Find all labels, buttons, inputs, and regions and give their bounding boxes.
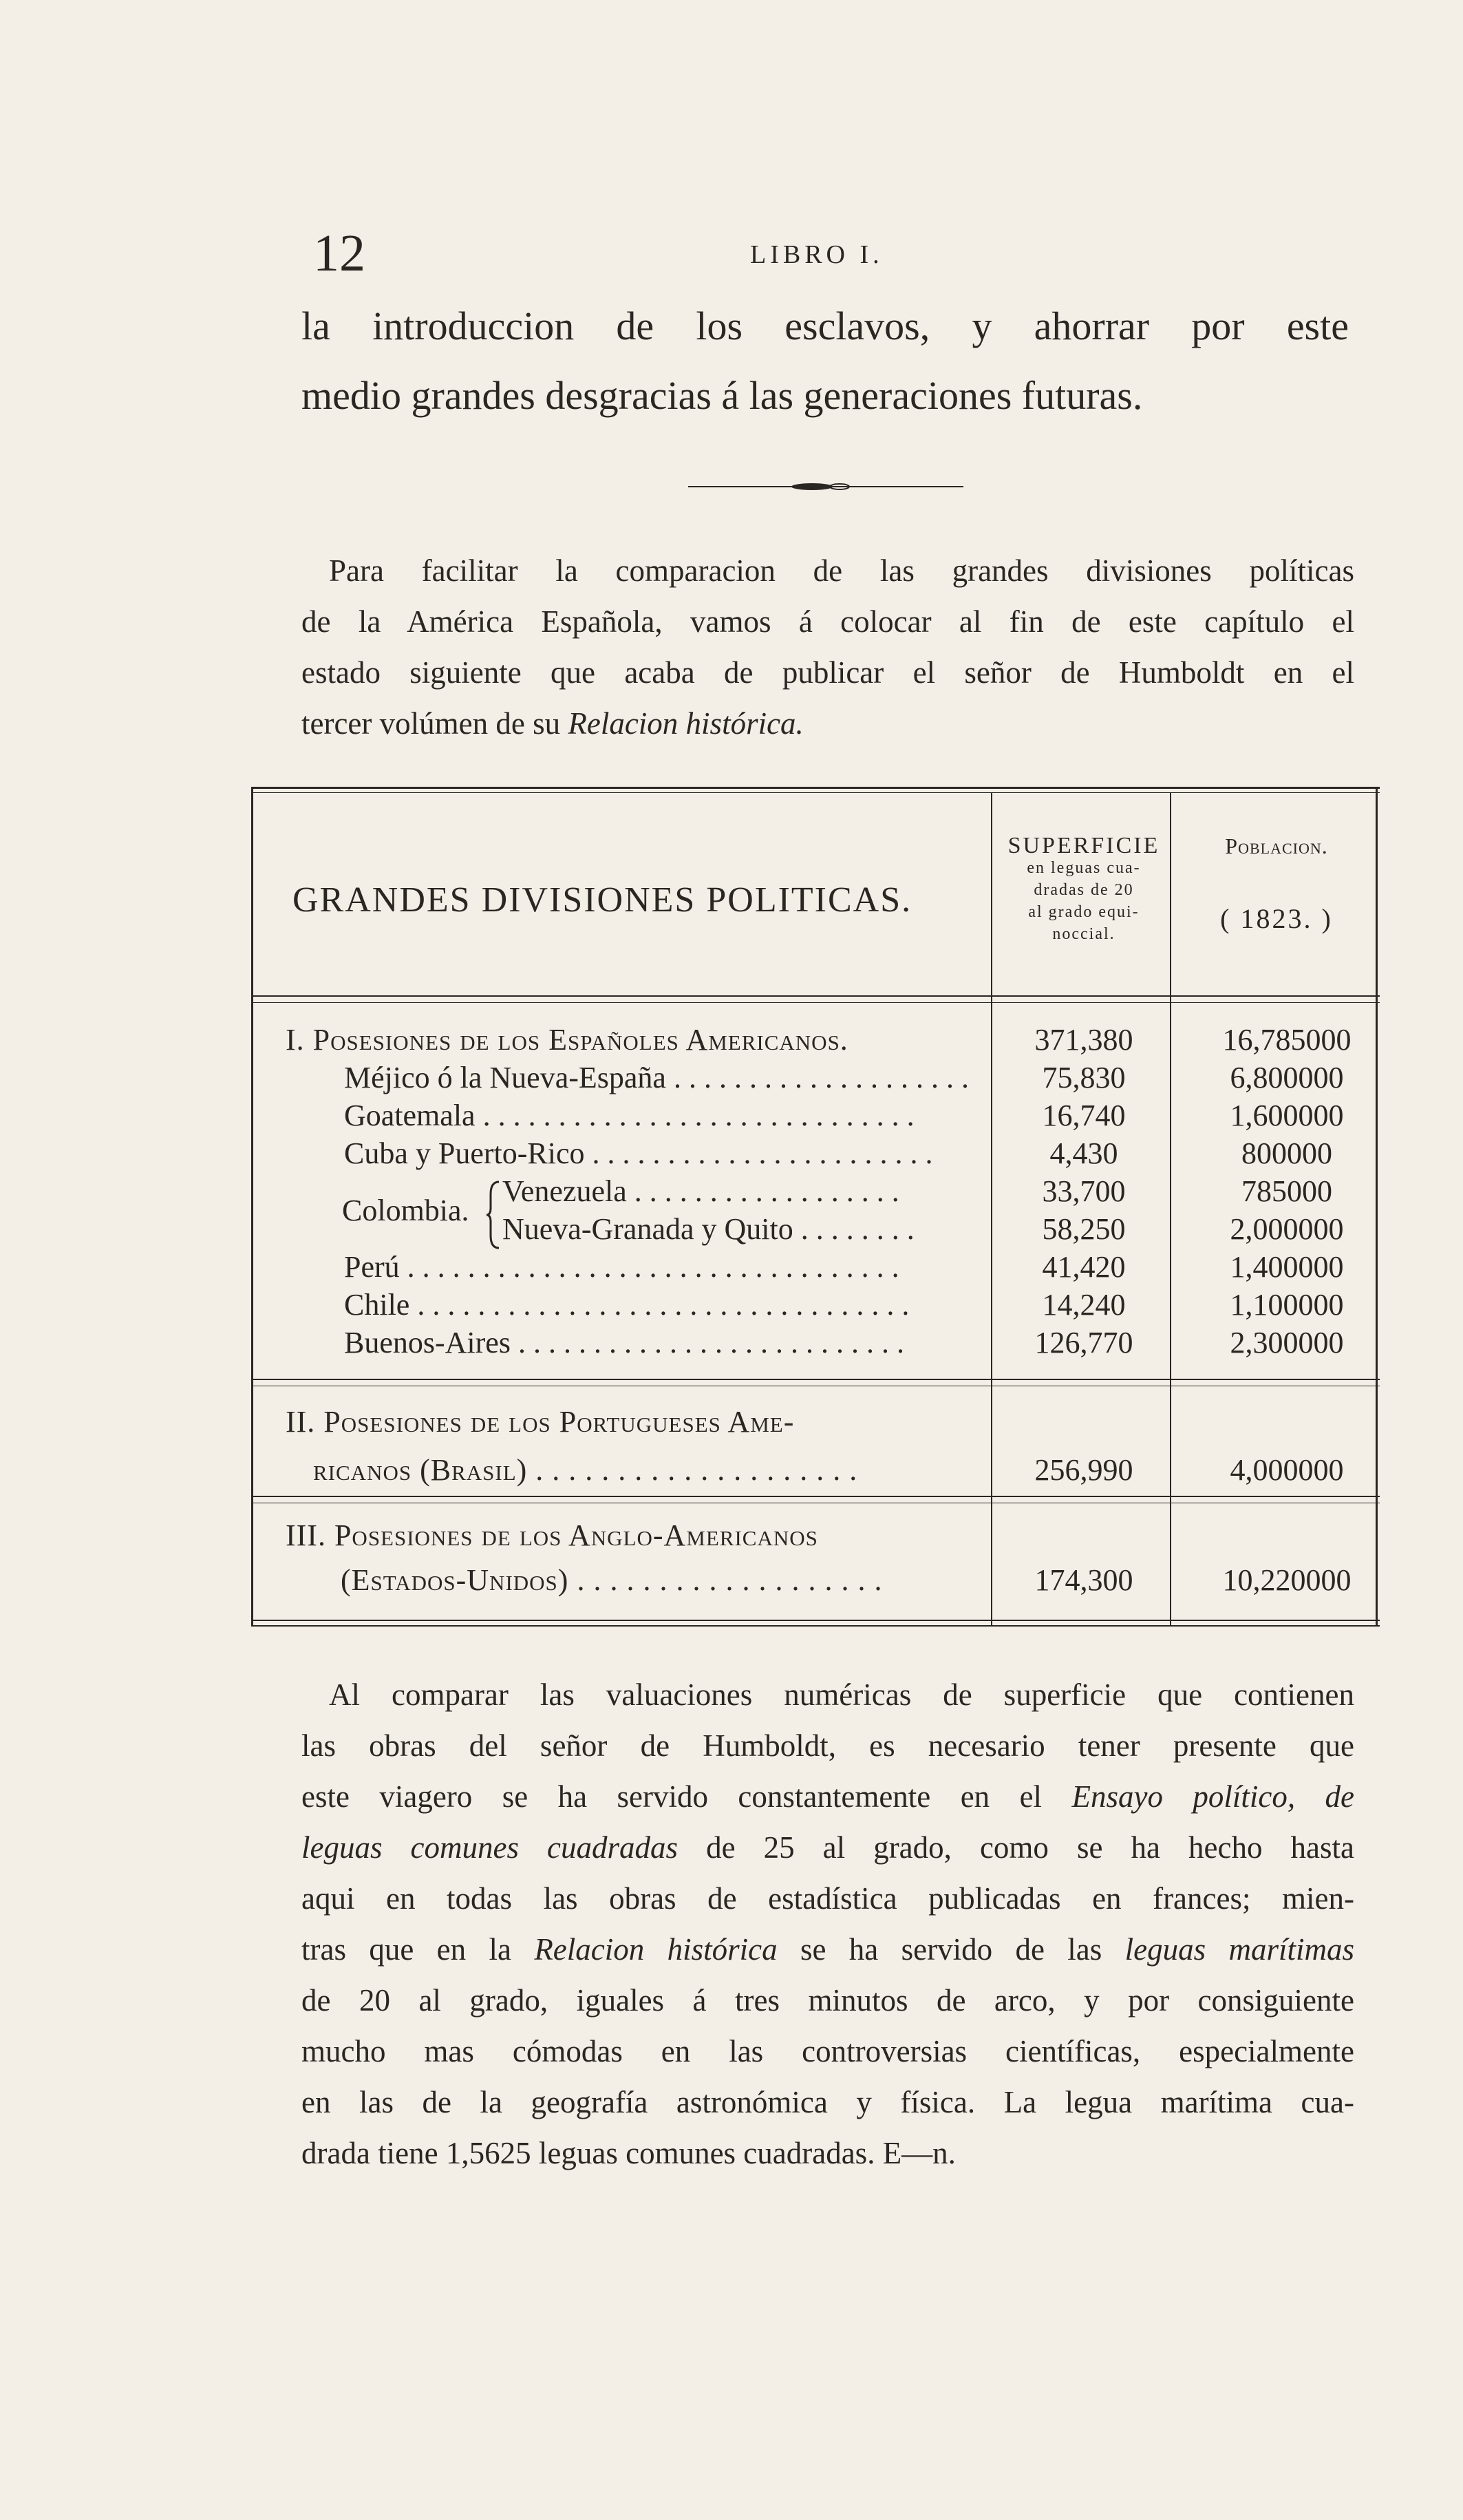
table-row: Nueva-Granada y Quito . . . . . . . . 58,250 2,000000: [502, 1212, 1344, 1246]
text-line: la introduccion de los esclavos, y ahorrar por este: [301, 304, 1349, 348]
table-row: Colombia. Venezuela . . . . . . . . . . . . . . . . . . 33,700 785000: [251, 1172, 1380, 1210]
table-row: Goatemala . . . . . . . . . . . . . . . . . . . . . . . . . . . . . 16,740 1,600000: [344, 1099, 1344, 1132]
text-line: Al comparar las valuaciones numéricas de superficie que contienen: [329, 1677, 1354, 1712]
text-line: este viagero se ha servido constantemente en el Ensayo político, de: [301, 1779, 1354, 1814]
table-row: Méjico ó la Nueva-España . . . . . . . . . . . . . . . . . . . . 75,830 6,800000: [344, 1061, 1344, 1094]
closing-paragraph: [301, 1669, 1354, 2179]
text-line: drada tiene 1,5625 leguas comunes cuadradas. E—n.: [301, 2136, 956, 2170]
table-row: I. Posesiones de los Españoles Americanos. 371,380 16,785000: [286, 1023, 1352, 1057]
text-line: aqui en todas las obras de estadística publicadas en frances; mien-: [301, 1881, 1354, 1916]
table-row: ricanos (Brasil) . . . . . . . . . . . . . . . . . . . . 256,990 4,000000: [313, 1453, 1344, 1487]
text-line: Para facilitar la comparacion de las grandes divisiones políticas: [329, 553, 1354, 588]
divisions-table: [251, 787, 1380, 1627]
intro-paragraph: [301, 545, 1354, 749]
italic-title: Relacion histórica.: [568, 706, 804, 741]
page-number: 12: [313, 224, 365, 282]
text-line: mucho mas cómodas en las controversias científicas, especialmente: [301, 2034, 1354, 2068]
text-line: estado siguiente que acaba de publicar el señor de Humboldt en el: [301, 655, 1354, 690]
text-line: leguas comunes cuadradas de 25 al grado, como se ha hecho hasta: [301, 1830, 1354, 1865]
table-row: III. Posesiones de los Anglo-Americanos: [286, 1518, 818, 1552]
text-line: tras que en la Relacion histórica se ha servido de las leguas marítimas: [301, 1932, 1354, 1967]
text-line: de la América Española, vamos á colocar al fin de este capítulo el: [301, 604, 1354, 639]
text-line: las obras del señor de Humboldt, es necesario tener presente que: [301, 1728, 1354, 1763]
ornament-divider: [688, 483, 963, 491]
text-line: medio grandes desgracias á las generaciones futuras.: [301, 373, 1143, 418]
text-line: tercer volúmen de su Relacion histórica.: [301, 706, 804, 741]
table-row: (Estados-Unidos) . . . . . . . . . . . . . . . . . . . 174,300 10,220000: [341, 1563, 1352, 1597]
brace-icon: [487, 1180, 500, 1249]
running-title: LIBRO I.: [750, 240, 884, 269]
column-header-divisions: GRANDES DIVISIONES POLITICAS.: [292, 880, 912, 920]
column-header-poblacion: Poblacion. ( 1823. ): [1220, 834, 1333, 934]
table-row: Perú . . . . . . . . . . . . . . . . . . . . . . . . . . . . . . . . . 41,420 1,400000: [344, 1250, 1344, 1284]
table-row: Chile . . . . . . . . . . . . . . . . . . . . . . . . . . . . . . . . . 14,240 1,100000: [344, 1288, 1344, 1322]
table-row: II. Posesiones de los Portugueses Ame-: [286, 1405, 795, 1439]
text-line: en las de la geografía astronómica y física. La legua marítima cua-: [301, 2085, 1354, 2119]
colombia-label: Colombia.: [342, 1194, 469, 1227]
table-row: Cuba y Puerto-Rico . . . . . . . . . . . . . . . . . . . . . . . 4,430 800000: [344, 1136, 1332, 1170]
opening-paragraph: [301, 291, 1349, 430]
column-header-superficie: SUPERFICIE en leguas cua- dradas de 20 al grado equi- noccial.: [1007, 833, 1160, 943]
table-row: Buenos-Aires . . . . . . . . . . . . . . . . . . . . . . . . . . 126,770 2,300000: [344, 1326, 1344, 1359]
text-line: de 20 al grado, iguales á tres minutos de arco, y por consiguiente: [301, 1983, 1354, 2018]
